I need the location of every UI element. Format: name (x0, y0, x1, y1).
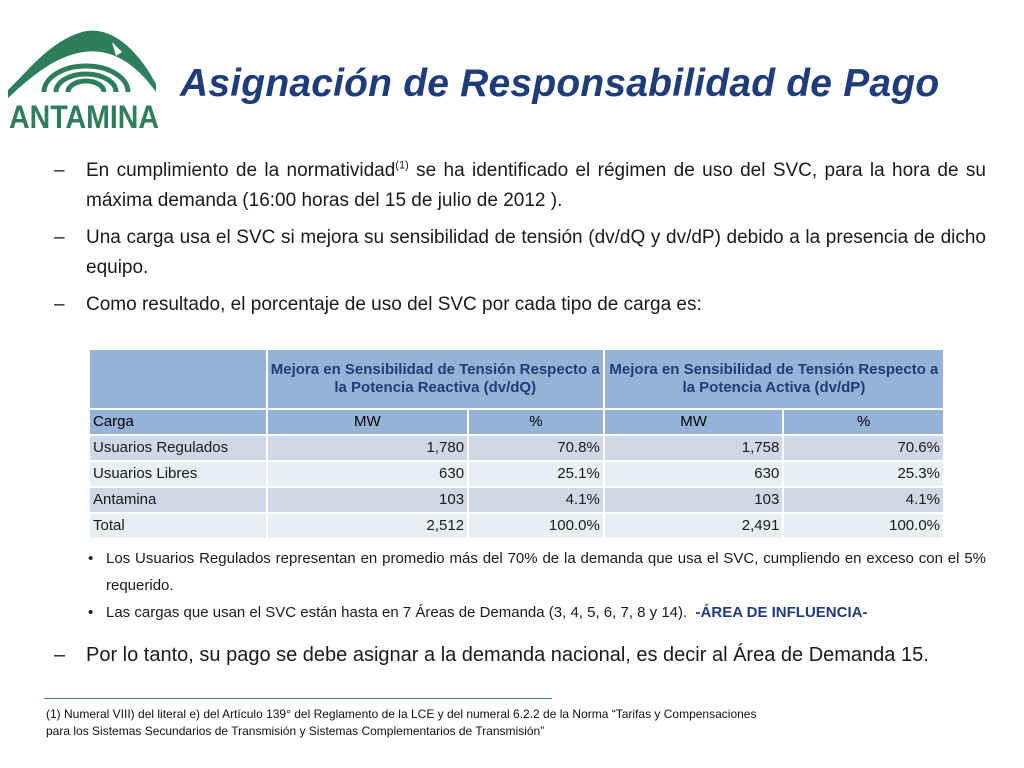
footnote-line: para los Sistemas Secundarios de Transmisión y Sistemas Complementarios de Transmisión” (46, 724, 545, 738)
bullet-text: Como resultado, el porcentaje de uso del SVC por cada tipo de carga es: (86, 294, 702, 315)
footnote-divider (44, 698, 552, 699)
sub-bullet-item (86, 599, 986, 626)
table-cell-carga: Total (89, 513, 267, 539)
footnote-line: (1) Numeral VIII) del literal e) del Artículo 139° del Reglamento de la LCE y del numeral 6.2.2 de la Norma “Tarifas y Compensaciones (46, 707, 757, 721)
antamina-logo (4, 12, 164, 140)
table-header-dvdp: Mejora en Sensibilidad de Tensión Respecto a la Potencia Activa (dv/dP) (604, 349, 944, 409)
dash-marker: – (54, 644, 66, 666)
dash-marker: – (54, 294, 65, 315)
dot-marker: • (88, 550, 94, 567)
table-cell: 2,512 (267, 513, 468, 539)
footnote-ref: (1) (395, 159, 409, 172)
table-cell: 630 (604, 461, 784, 487)
conclusion (54, 640, 986, 671)
table-cell: 25.3% (783, 461, 944, 487)
table-header-dvdq: Mejora en Sensibilidad de Tensión Respecto a la Potencia Reactiva (dv/dQ) (267, 349, 604, 409)
table-cell-carga: Antamina (89, 487, 267, 513)
table-cell: 103 (267, 487, 468, 513)
footnote (46, 706, 946, 740)
table-header-empty (89, 349, 267, 409)
table-cell: 1,758 (604, 435, 784, 461)
bullet-text: En cumplimiento de la normatividad (86, 160, 396, 181)
bullet-item (54, 640, 986, 671)
bullet-item (54, 156, 986, 216)
table-subheader-row (89, 409, 944, 435)
table-row (89, 461, 944, 487)
table-cell: 70.8% (468, 435, 604, 461)
table-cell-carga: Usuarios Libres (89, 461, 267, 487)
table-subheader-mw: MW (267, 409, 468, 435)
page-title: Asignación de Responsabilidad de Pago (180, 62, 940, 105)
table-cell: 1,780 (267, 435, 468, 461)
table-row (89, 513, 944, 539)
bullet-item (54, 290, 986, 320)
svc-usage-table (88, 348, 945, 540)
table-subheader-pct: % (783, 409, 944, 435)
bullet-text: se ha identificado el régimen de uso del SVC, para la hora de su máxima demanda (16:00 horas del 15 de julio de 2012 ). (86, 160, 986, 211)
sub-bullet-text: Las cargas que usan el SVC están hasta en 7 Áreas de Demanda (3, 4, 5, 6, 7, 8 y 14). (106, 604, 688, 621)
table-row (89, 435, 944, 461)
table-cell: 103 (604, 487, 784, 513)
bullet-text: Una carga usa el SVC si mejora su sensibilidad de tensión (dv/dQ y dv/dP) debido a la presencia de dicho equipo. (86, 227, 986, 278)
table-cell-carga: Usuarios Regulados (89, 435, 267, 461)
logo-text: ANTAMINA (9, 99, 159, 135)
table-subheader-carga: Carga (89, 409, 267, 435)
dash-marker: – (54, 160, 65, 181)
main-bullets (54, 156, 986, 327)
table-cell: 70.6% (783, 435, 944, 461)
table-cell: 4.1% (783, 487, 944, 513)
dash-marker: – (54, 227, 65, 248)
table-row (89, 487, 944, 513)
influence-area-label: -ÁREA DE INFLUENCIA- (695, 604, 868, 621)
sub-bullet-text: Los Usuarios Regulados representan en promedio más del 70% de la demanda que usa el SVC, cumpliendo en exceso con el 5% requerido. (106, 550, 986, 594)
sub-bullet-item (86, 545, 986, 599)
table-cell: 630 (267, 461, 468, 487)
mountain-logo-icon (8, 31, 156, 98)
table-cell: 100.0% (468, 513, 604, 539)
bullet-text: Por lo tanto, su pago se debe asignar a la demanda nacional, es decir al Área de Demanda 15. (86, 644, 929, 666)
table-cell: 100.0% (783, 513, 944, 539)
table-cell: 4.1% (468, 487, 604, 513)
table-cell: 25.1% (468, 461, 604, 487)
sub-bullets (86, 545, 986, 626)
bullet-item (54, 223, 986, 283)
table-cell: 2,491 (604, 513, 784, 539)
table-subheader-mw: MW (604, 409, 784, 435)
dot-marker: • (88, 604, 94, 621)
table-subheader-pct: % (468, 409, 604, 435)
table-group-header-row (89, 349, 944, 409)
